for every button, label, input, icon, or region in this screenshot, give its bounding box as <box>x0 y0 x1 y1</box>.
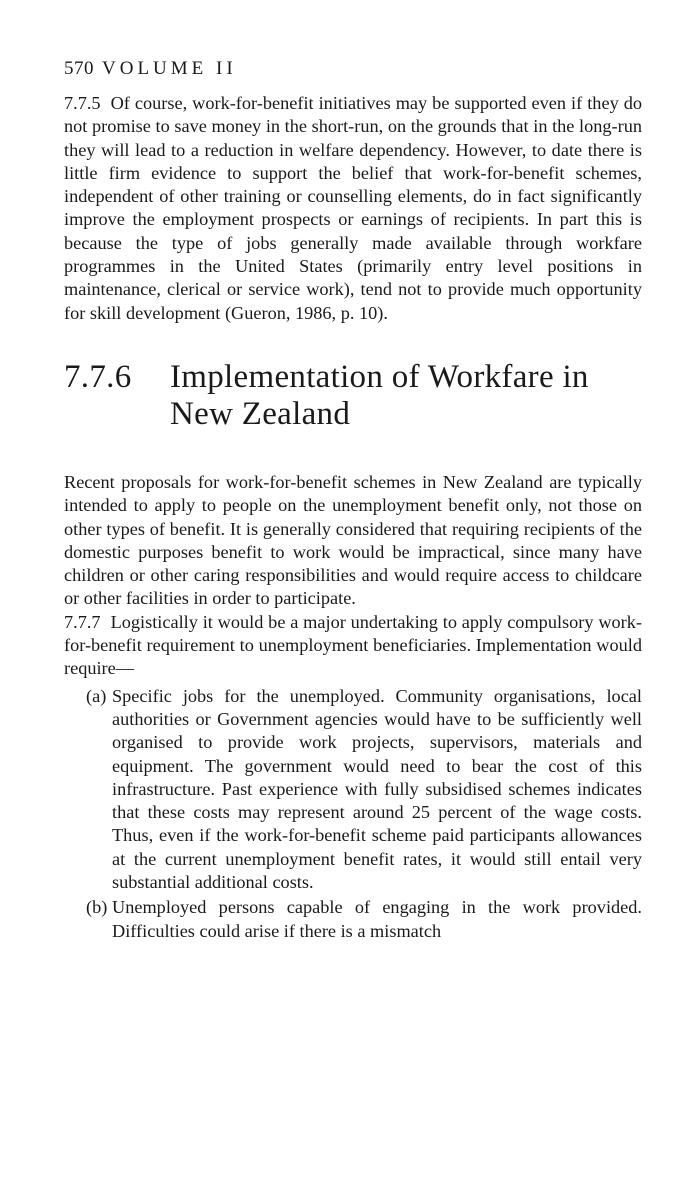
list-item <box>86 896 642 943</box>
list-item-text: Unemployed persons capable of engaging in the work provided. Difficulties could arise if there is a mismatch <box>112 897 642 941</box>
section-number: 7.7.6 <box>64 358 132 395</box>
section-heading <box>64 359 642 433</box>
document-page <box>64 58 642 943</box>
paragraph-7-7-5 <box>64 92 642 325</box>
page-number: 570 <box>64 58 94 79</box>
volume-label: VOLUME II <box>102 58 237 79</box>
list-item-label: (a) <box>86 685 107 706</box>
paragraph-number: 7.7.5 <box>64 93 101 113</box>
requirements-list <box>86 685 642 943</box>
paragraph-7-7-7 <box>64 611 642 681</box>
paragraph-text: Logistically it would be a major undertaking to apply compulsory work-for-benefit requirement to unemployment beneficiaries. Implementation would require— <box>64 611 642 679</box>
running-head <box>64 58 642 80</box>
paragraph-text: Of course, work-for-benefit initiatives may be supported even if they do not promise to save money in the short-run, on the grounds that in the long-run they will lead to a reduction in welfare dependency. However, to date there is little firm evidence to support the belief that work-for-benefit schemes, independent of other training or counselling elements, do in fact significantly improve the employment prospects or earnings of recipients. In part this is because the type of jobs generally made available through workfare programmes in the United States (primarily entry level positions in maintenance, clerical or service work), tend not to provide much opportunity for skill development (Gueron, 1986, p. 10). <box>64 93 642 323</box>
paragraph-number: 7.7.7 <box>64 611 101 632</box>
list-item-text: Specific jobs for the unemployed. Community organisations, local authorities or Government agencies would have to be sufficiently well organised to provide work projects, supervisors, materials and equipment. The government would need to bear the cost of this infrastructure. Past experience with fully subsidised schemes indicates that these costs may represent around 25 percent of the wage costs. Thus, even if the work-for-benefit scheme paid participants allowances at the current unemployment benefit rates, it would still entail very substantial additional costs. <box>112 685 642 893</box>
list-item <box>86 685 642 895</box>
list-item-label: (b) <box>86 897 108 918</box>
section-title: Implementation of Workfare in New Zealand <box>170 358 589 432</box>
paragraph-intro: Recent proposals for work-for-benefit schemes in New Zealand are typically intended to apply to people on the unemployment benefit only, not those on other types of benefit. It is generally considered that requiring recipients of the domestic purposes benefit to work would be impractical, since many have children or other caring responsibilities and would require access to childcare or other facilities in order to participate. <box>64 471 642 609</box>
